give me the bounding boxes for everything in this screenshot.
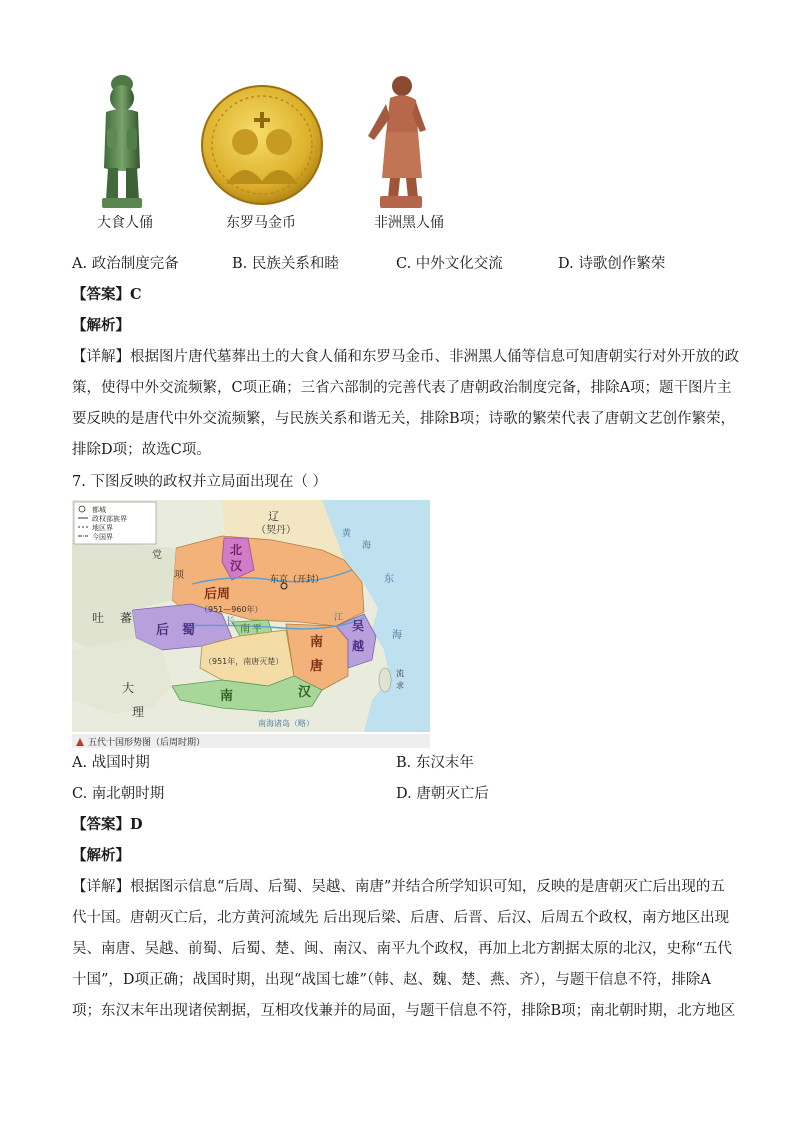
q6-option-a: A. 政治制度完备 [72,256,179,272]
label-wuyue-2: 越 [352,639,365,653]
label-dali-1: 大 [122,681,135,695]
q6-detail-line: 排除D项；故选C项。 [72,442,211,458]
label-wuyue-1: 吴 [352,619,365,633]
label-liuqiu-1: 流 [396,669,404,678]
label-houshu-2: 蜀 [182,623,196,638]
label-donghai-2: 海 [392,630,402,641]
map-caption: 五代十国形势图（后周时期） [88,738,206,748]
label-nanping-2: 平 [252,624,262,635]
q6-option-c: C. 中外文化交流 [396,256,503,272]
five-dynasties-map [72,500,430,748]
label-nanhan-2: 汉 [298,685,312,700]
label-liao: 辽 [268,510,279,523]
label-tubo-2: 蕃 [120,611,133,625]
label-houzhou: 后周 [204,587,231,602]
q6-detail-line: 策，使得中外交流频繁，C项正确；三省六部制的完善代表了唐朝政治制度完备，排除A项；题干图片主 [72,380,732,396]
label-chu: （951年，南唐灭楚） [204,657,284,666]
gold-coin-image [200,84,324,206]
legend-border: 政权部族界 [92,515,127,523]
q6-answer: 【答案】C [72,286,142,303]
q6-detail [72,342,739,466]
label-huanghai-2: 海 [362,541,372,551]
gold-coin-icon [200,84,324,206]
figurine-dashi-image [94,72,150,212]
caption-african: 非洲黑人俑 [374,215,444,231]
q6-analysis-label: 【解析】 [72,317,130,334]
label-houzhou-years: （951—960年） [200,605,263,614]
q6-detail-line: 要反映的是唐代中外交流频繁，与民族关系和谐无关，排除B项；诗歌的繁荣代表了唐朝文艺创作繁荣， [72,411,736,427]
label-changjiang-1: 长 [226,617,236,627]
q7-option-b: B. 东汉末年 [396,755,474,771]
figurine-green-icon [94,72,150,212]
label-dongjing: 东京（开封） [270,575,325,585]
label-dali-2: 理 [132,705,145,719]
legend-modern: 今国界 [92,533,113,541]
q7-detail-line: 代十国。唐朝灭亡后，北方黄河流域先 后出现后梁、后唐、后晋、后汉、后周五个政权，南方地区出现 [72,910,730,926]
map-svg [72,500,430,748]
label-nanhai: 南海诸岛（略） [258,719,314,728]
label-dang: 党 [152,550,162,561]
label-qidan: （契丹） [256,525,296,536]
caption-coin: 东罗马金币 [226,215,296,231]
figurine-african-image [360,74,436,212]
q7-detail-line: 吴、南唐、吴越、前蜀、后蜀、楚、闽、南汉、南平九个政权，再加上北方割据太原的北汉，史称“五代 [72,941,732,957]
q7-option-d: D. 唐朝灭亡后 [396,786,489,802]
q7-detail [72,872,736,1027]
q7-analysis-label: 【解析】 [72,847,130,864]
q7-detail-line: 项；东汉末年出现诸侯割据，互相攻伐兼并的局面，与题干信息不符，排除B项；南北朝时期，北方地区 [72,1003,736,1019]
label-xiang: 项 [174,570,184,581]
label-liuqiu-2: 求 [396,681,404,690]
label-nantang-1: 南 [310,635,324,650]
q7-stem: 7. 下图反映的政权并立局面出现在（ ） [72,474,328,490]
q6-option-b: B. 民族关系和睦 [232,256,339,272]
q6-detail-line: 【详解】根据图片唐代墓葬出土的大食人俑和东罗马金币、非洲黑人俑等信息可知唐朝实行对外开放的政 [72,349,739,365]
label-beihan-1: 北 [230,543,243,557]
label-huanghai-1: 黄 [342,529,352,539]
q7-option-c: C. 南北朝时期 [72,786,165,802]
label-nantang-2: 唐 [310,659,324,674]
label-nanhan-1: 南 [220,689,234,704]
q7-answer: 【答案】D [72,816,143,833]
legend-capital: 都城 [92,506,106,514]
figurine-terracotta-icon [360,74,436,212]
label-beihan-2: 汉 [230,559,243,573]
label-donghai-1: 东 [384,574,394,585]
caption-dashi: 大食人俑 [97,215,153,231]
label-changjiang-2: 江 [334,613,344,623]
label-nanping-1: 南 [240,624,250,635]
q7-option-a: A. 战国时期 [72,755,150,771]
label-houshu-1: 后 [156,623,170,638]
q7-detail-line: 十国”，D项正确；战国时期，出现“战国七雄”（韩、赵、魏、楚、燕、齐），与题干信息不符，排除A [72,972,711,988]
q7-detail-line: 【详解】根据图示信息“后周、后蜀、吴越、南唐”并结合所学知识可知，反映的是唐朝灭亡后出现的五 [72,879,725,895]
legend-region: 地区界 [92,524,113,532]
label-tubo-1: 吐 [92,611,105,625]
q6-option-d: D. 诗歌创作繁荣 [558,256,666,272]
